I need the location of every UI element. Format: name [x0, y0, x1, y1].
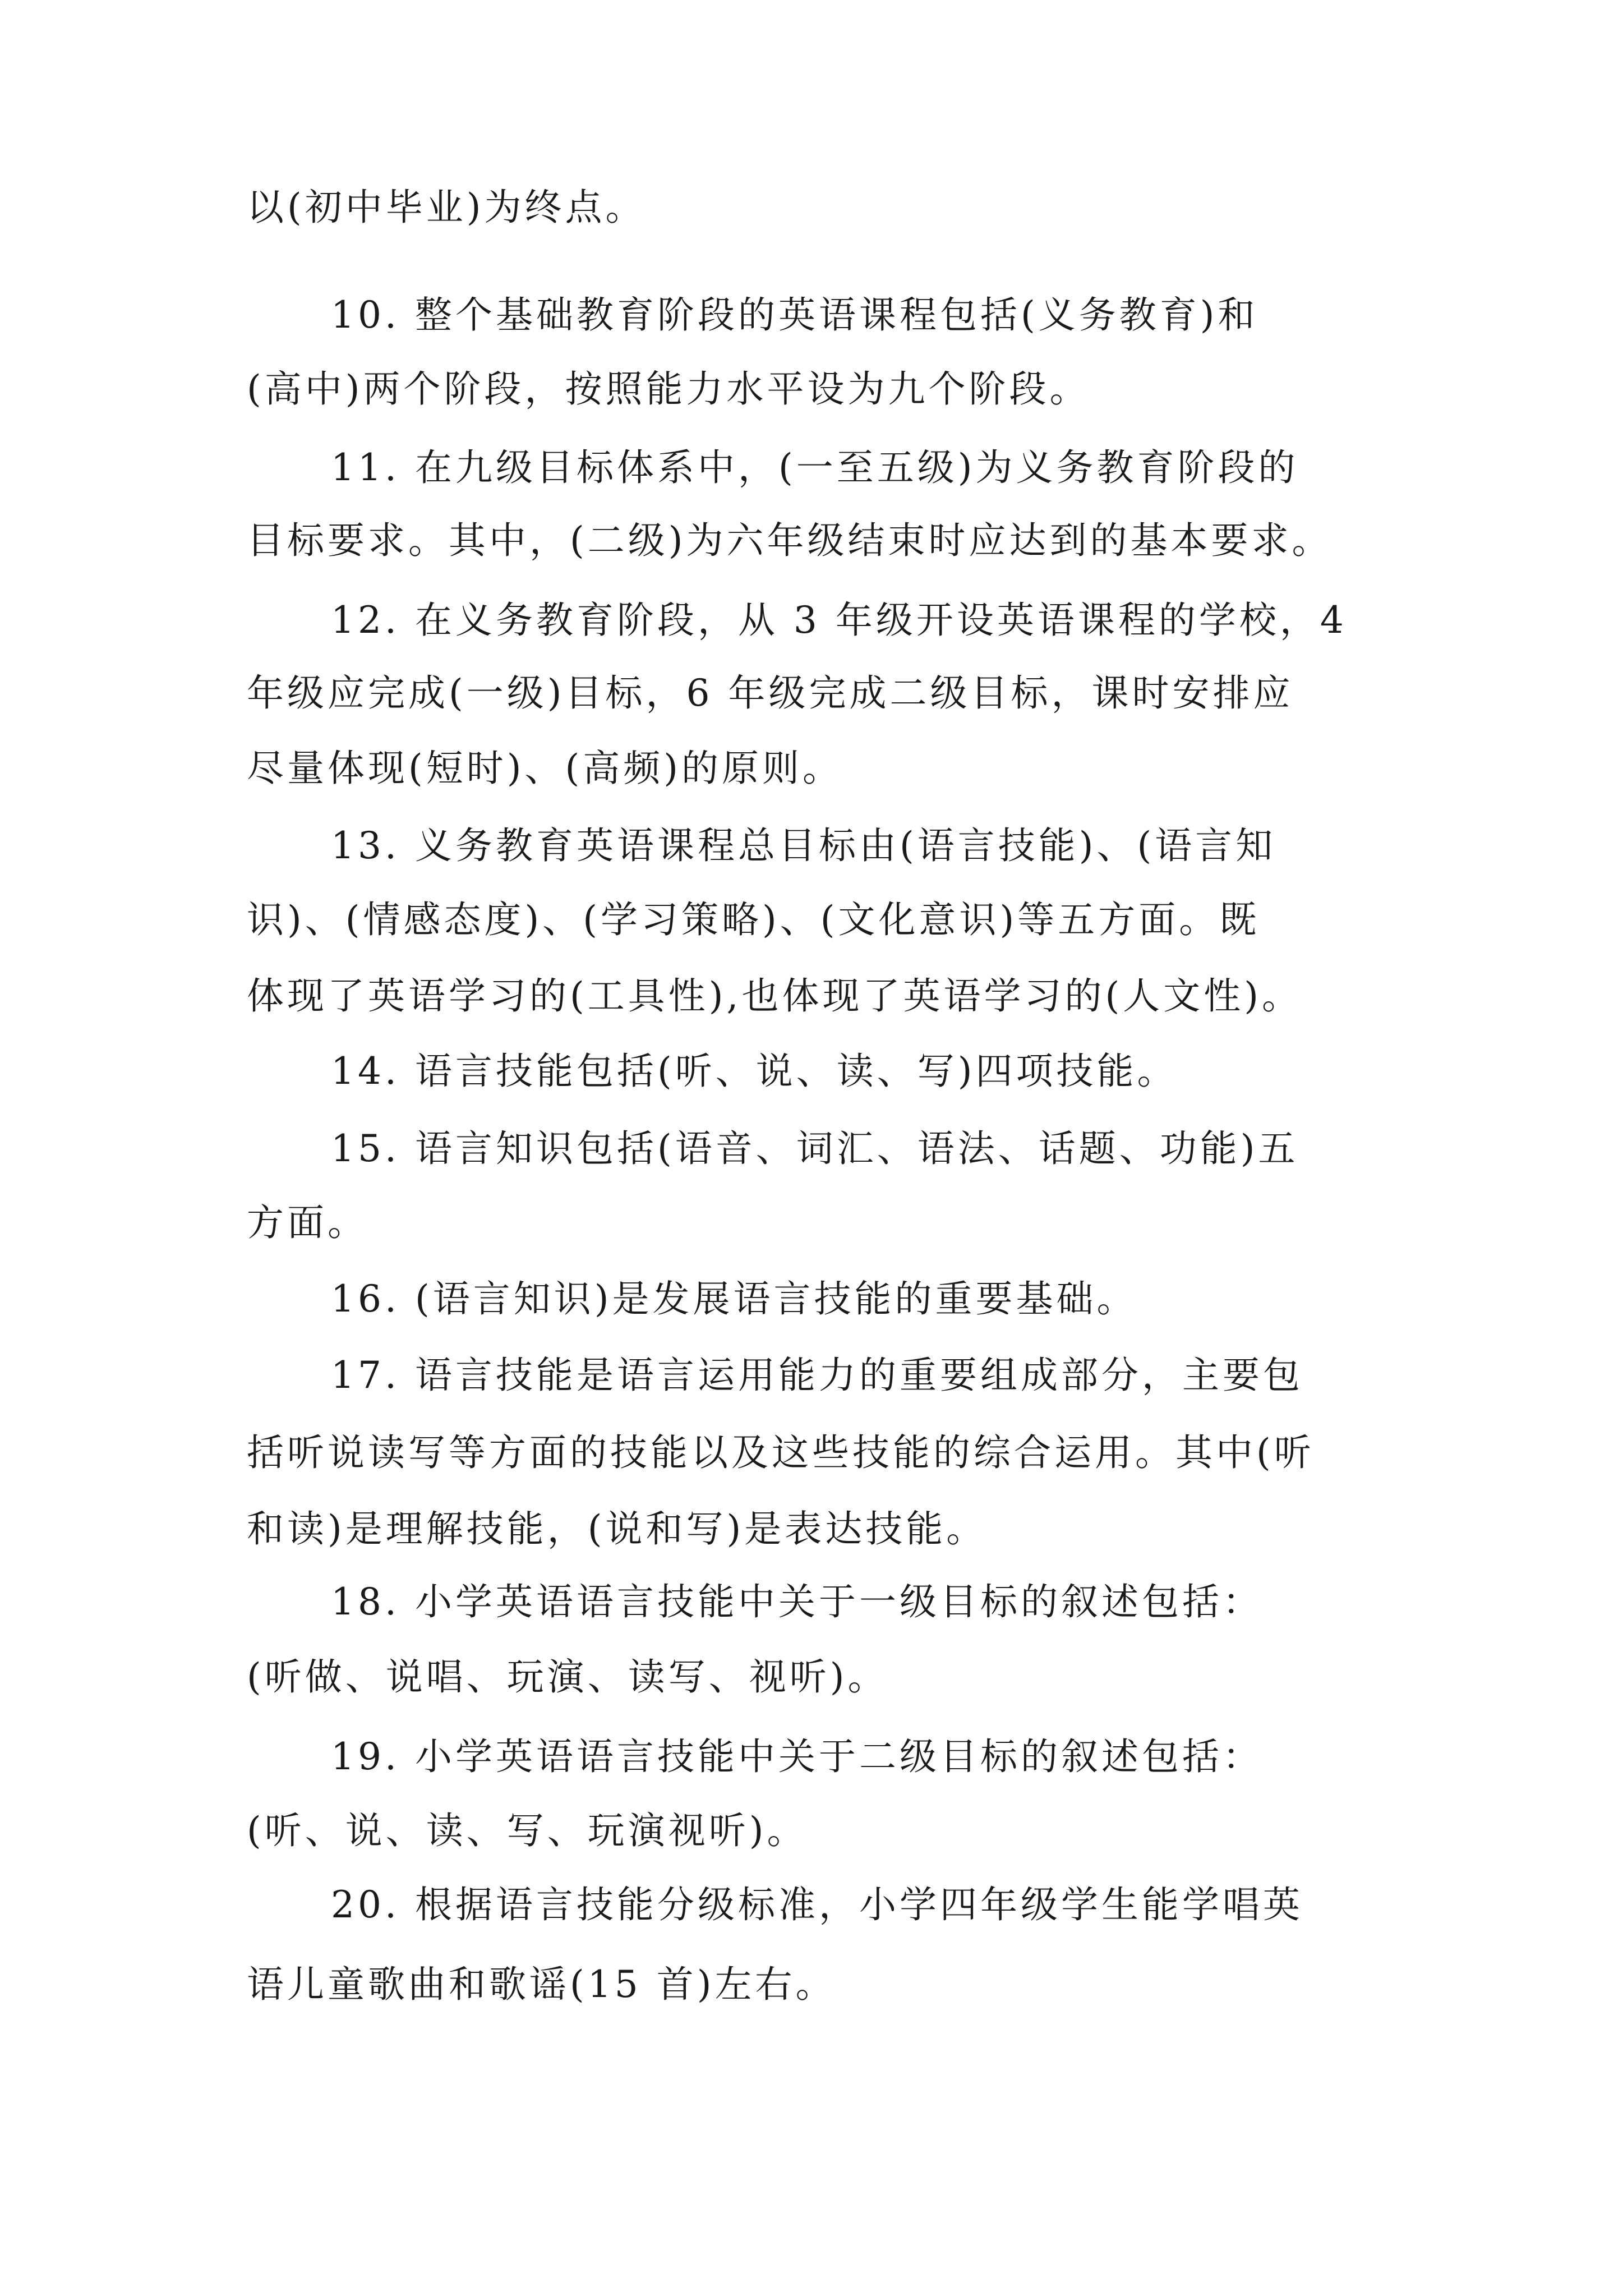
- text-line: 识)、(情感态度)、(学习策略)、(文化意识)等五方面。既: [247, 898, 1260, 941]
- text-line: 括听说读写等方面的技能以及这些技能的综合运用。其中(听: [247, 1431, 1315, 1474]
- text-line: 14. 语言技能包括(听、说、读、写)四项技能。: [331, 1050, 1178, 1093]
- text-line: 11. 在九级目标体系中，(一至五级)为义务教育阶段的: [331, 446, 1299, 489]
- text-line: 16. (语言知识)是发展语言技能的重要基础。: [331, 1277, 1137, 1320]
- text-line: 体现了英语学习的(工具性),也体现了英语学习的(人文性)。: [247, 974, 1302, 1018]
- text-line: 18. 小学英语语言技能中关于一级目标的叙述包括：: [331, 1580, 1263, 1623]
- text-line: 12. 在义务教育阶段，从 3 年级开设英语课程的学校，4: [331, 599, 1347, 642]
- text-line: 方面。: [247, 1201, 368, 1244]
- text-line: (听做、说唱、玩演、读写、视听)。: [247, 1655, 888, 1699]
- text-line: 目标要求。其中，(二级)为六年级结束时应达到的基本要求。: [247, 519, 1332, 562]
- text-line: 17. 语言技能是语言运用能力的重要组成部分，主要包: [331, 1354, 1303, 1397]
- text-line: 年级应完成(一级)目标，6 年级完成二级目标，课时安排应: [247, 671, 1294, 715]
- text-line: 尽量体现(短时)、(高频)的原则。: [247, 747, 843, 790]
- text-line: 13. 义务教育英语课程总目标由(语言技能)、(语言知: [331, 824, 1276, 867]
- text-line: (听、说、读、写、玩演视听)。: [247, 1809, 808, 1852]
- text-line: 15. 语言知识包括(语音、词汇、语法、话题、功能)五: [331, 1127, 1299, 1170]
- text-line: 10. 整个基础教育阶段的英语课程包括(义务教育)和: [331, 293, 1258, 337]
- text-line: 以(初中毕业)为终点。: [247, 186, 646, 229]
- text-line: 和读)是理解技能，(说和写)是表达技能。: [247, 1507, 987, 1550]
- text-line: (高中)两个阶段，按照能力水平设为九个阶段。: [247, 367, 1090, 411]
- text-line: 语儿童歌曲和歌谣(15 首)左右。: [247, 1963, 836, 2006]
- text-line: 19. 小学英语语言技能中关于二级目标的叙述包括：: [331, 1735, 1263, 1778]
- text-line: 20. 根据语言技能分级标准，小学四年级学生能学唱英: [331, 1883, 1303, 1926]
